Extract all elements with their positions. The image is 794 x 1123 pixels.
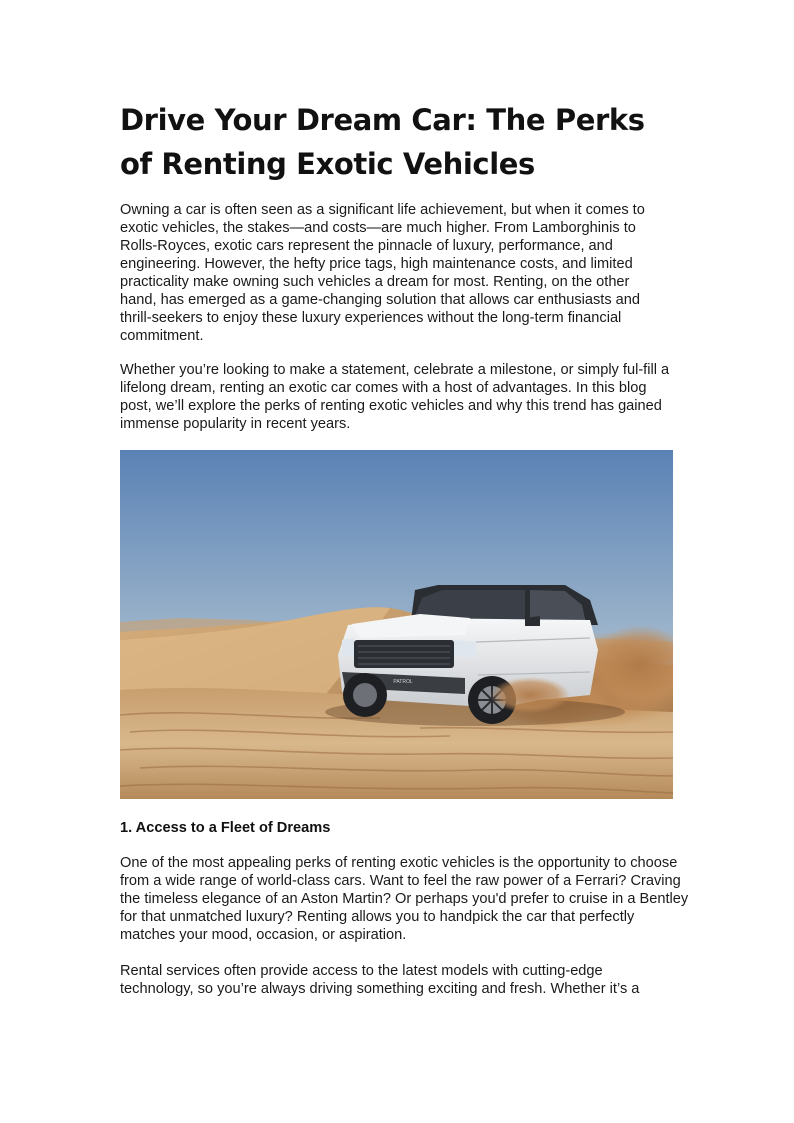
front-wheel xyxy=(343,673,387,717)
article-title: Drive Your Dream Car: The Perks of Renting Exotic Vehicles xyxy=(120,103,645,181)
section-1-paragraph-1: One of the most appealing perks of renting exotic vehicles is the opportunity to choose from a wide range of world-class cars. Want to feel the raw power of a Ferrari? Craving the timeless elegance of an Aston Martin? Or perhaps you'd prefer to cruise in a Bentley for that unmatched luxury? Renting allows you to handpick the car that perfectly matches your mood, occasion, or aspiration. xyxy=(120,855,689,943)
hero-image-suv-desert xyxy=(120,450,673,799)
intro-paragraph-1: Owning a car is often seen as a significant life achievement, but when it comes to exotic vehicles, the stakes—and costs—are much higher. From Lamborghinis to Rolls-Royces, exotic cars represent the pinnacle of luxury, performance, and engineering. However, the hefty price tags, high maintenance costs, and limited practicality make owning such vehicles a dream for most. Renting, on the other hand, has emerged as a game-changing solution that allows car enthusiasts and thrill-seekers to enjoy these luxury experiences without the long-term financial commitment. xyxy=(120,202,645,344)
section-1-paragraph-2: Rental services often provide access to the latest models with cutting-edge technology, so you’re always driving something exciting and fresh. Whether it’s a xyxy=(120,963,640,997)
section-heading: 1. Access to a Fleet of Dreams xyxy=(120,820,331,836)
intro-paragraph-2: Whether you’re looking to make a statement, celebrate a milestone, or simply ful-fill a lifelong dream, renting an exotic car comes with a host of advantages. In this blog post, we’ll explore the perks of renting exotic vehicles and why this trend has gained immense popularity in recent years. xyxy=(120,362,670,432)
badge-text: PATROL xyxy=(393,679,413,685)
